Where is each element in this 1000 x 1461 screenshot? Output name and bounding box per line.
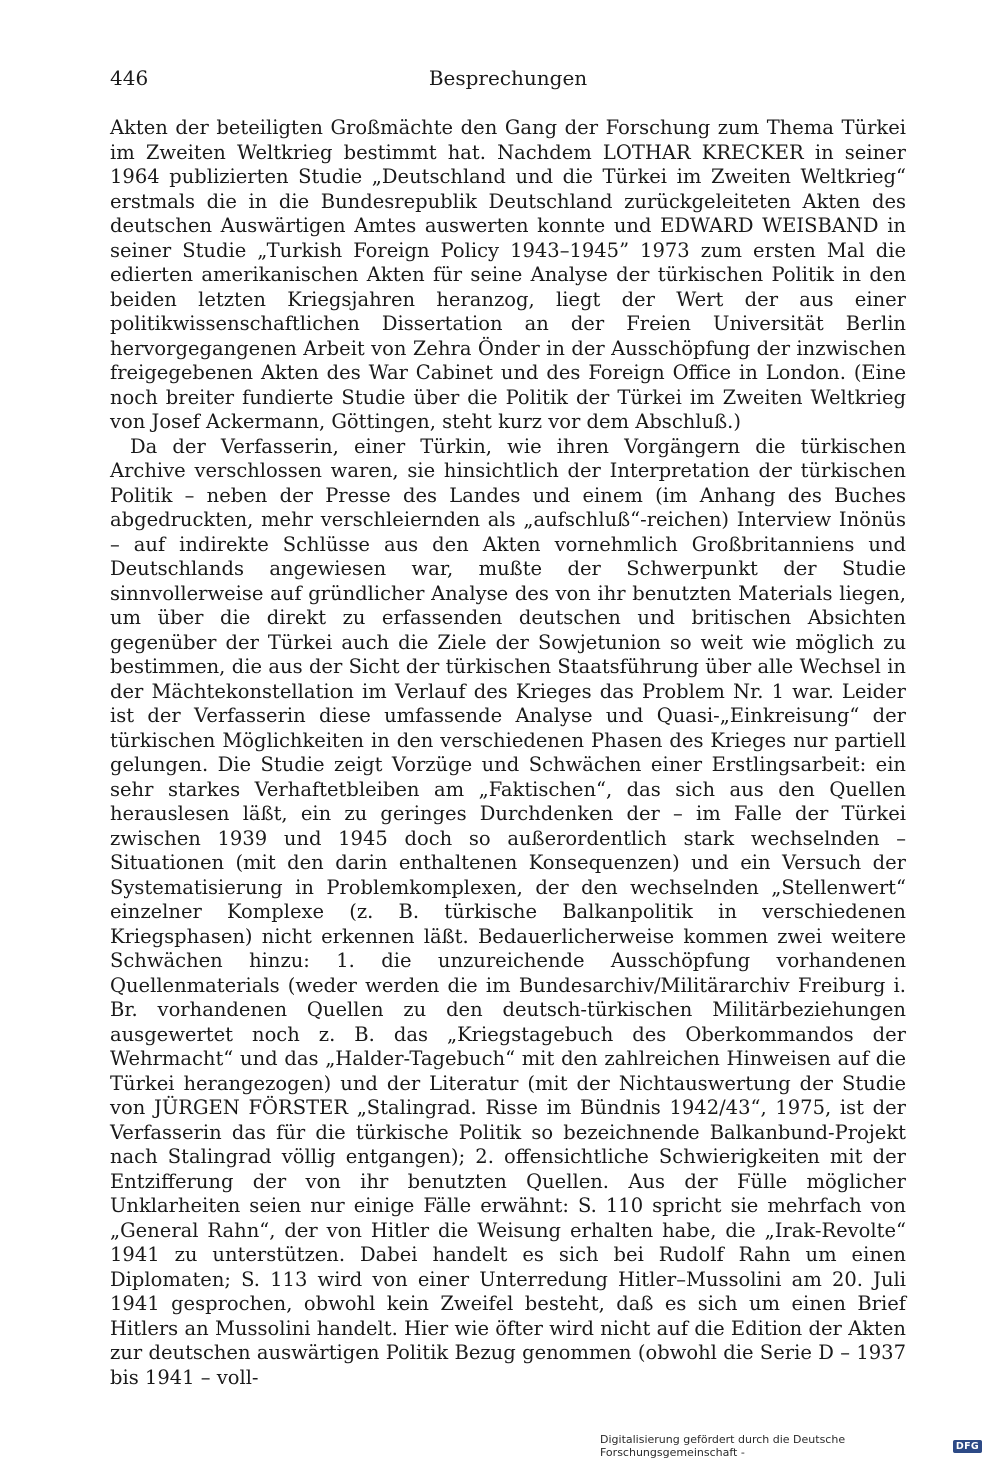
- paragraph-1: Akten der beteiligten Großmächte den Gang der Forschung zum Thema Türkei im Zweiten Weltkrieg bestimmt hat. Nachdem LOTHAR KRECKER in seiner 1964 publizierten Studie „Deutschland und die Türkei im Zweiten Weltkrieg“ erstmals die in die Bundesrepublik Deutschland zurückgeleiteten Akten des deutschen Auswärtigen Amtes auswerten konnte und EDWARD WEISBAND in seiner Studie „Turkish Foreign Policy 1943–1945” 1973 zum ersten Mal die edierten amerikanischen Akten für seine Analyse der türkischen Politik in den beiden letzten Kriegsjahren heranzog, liegt der Wert der aus einer politikwissenschaftlichen Dissertation an der Freien Universität Berlin hervorgegangenen Arbeit von Zehra Önder in der Ausschöpfung der inzwischen freigegebenen Akten des War Cabinet und des Foreign Office in London. (Eine noch breiter fundierte Studie über die Politik der Türkei im Zweiten Weltkrieg von Josef Ackermann, Göttingen, steht kurz vor dem Abschluß.): [110, 116, 906, 433]
- paragraph-2: Da der Verfasserin, einer Türkin, wie ihren Vorgängern die türkischen Archive verschlossen waren, sie hinsichtlich der Interpretation der türkischen Politik – neben der Presse des Landes und einem (im Anhang des Buches abgedruckten, mehr verschleiernden als „aufschluß“-reichen) Interview Inönüs – auf indirekte Schlüsse aus den Akten vornehmlich Großbritanniens und Deutschlands angewiesen war, mußte der Schwerpunkt der Studie sinnvollerweise auf gründlicher Analyse des von ihr benutzten Materials liegen, um über die direkt zu erfassenden deutschen und britischen Absichten gegenüber der Türkei auch die Ziele der Sowjetunion so weit wie möglich zu bestimmen, die aus der Sicht der türkischen Staatsführung über alle Wechsel in der Mächtekonstellation im Verlauf des Krieges das Problem Nr. 1 war. Leider ist der Verfasserin diese umfassende Analyse und Quasi-„Einkreisung“ der türkischen Möglichkeiten in den verschiedenen Phasen des Krieges nur partiell gelungen. Die Studie zeigt Vorzüge und Schwächen einer Erstlingsarbeit: ein sehr starkes Verhaftetbleiben am „Faktischen“, das sich aus den Quellen herauslesen läßt, ein zu geringes Durchdenken der – im Falle der Türkei zwischen 1939 und 1945 doch so außerordentlich stark wechselnden – Situationen (mit den darin enthaltenen Konsequenzen) und ein Versuch der Systematisierung in Problemkomplexen, der den wechselnden „Stellenwert“ einzelner Komplexe (z. B. türkische Balkanpolitik in verschiedenen Kriegsphasen) nicht erkennen läßt. Bedauerlicherweise kommen zwei weitere Schwächen hinzu: 1. die unzureichende Ausschöpfung vorhandenen Quellenmaterials (weder werden die im Bundesarchiv/Militärarchiv Freiburg i. Br. vorhandenen Quellen zu den deutsch-türkischen Militärbeziehungen ausgewertet noch z. B. das „Kriegstagebuch des Oberkommandos der Wehrmacht“ und das „Halder-Tagebuch“ mit den zahlreichen Hinweisen auf die Türkei herangezogen) und der Literatur (mit der Nichtauswertung der Studie von JÜRGEN FÖRSTER „Stalingrad. Risse im Bündnis 1942/43“, 1975, ist der Verfasserin das für die türkische Politik so bezeichnende Balkanbund-Projekt nach Stalingrad völlig entgangen); 2. offensichtliche Schwierigkeiten mit der Entzifferung der von ihr benutzten Quellen. Aus der Fülle möglicher Unklarheiten seien nur einige Fälle erwähnt: S. 110 spricht sie mehrfach von „General Rahn“, der von Hitler die Weisung erhalten habe, die „Irak-Revolte“ 1941 zu unterstützen. Dabei handelt es sich bei Rudolf Rahn um einen Diplomaten; S. 113 wird von einer Unterredung Hitler–Mussolini am 20. Juli 1941 gesprochen, obwohl kein Zweifel besteht, daß es sich um einen Brief Hitlers an Mussolini handelt. Hier wie öfter wird nicht auf die Edition der Akten zur deutschen auswärtigen Politik Bezug genommen (obwohl die Serie D – 1937 bis 1941 – voll-: [110, 434, 906, 1389]
- page-number: 446: [110, 66, 149, 90]
- credit-text: Digitalisierung gefördert durch die Deutsche Forschungsgemeinschaft -: [600, 1433, 846, 1459]
- digitization-credit: [600, 1433, 982, 1459]
- page-header: [110, 66, 906, 100]
- dfg-logo: DFG: [953, 1440, 982, 1453]
- running-head: Besprechungen: [428, 66, 588, 90]
- article-body: [110, 116, 906, 1390]
